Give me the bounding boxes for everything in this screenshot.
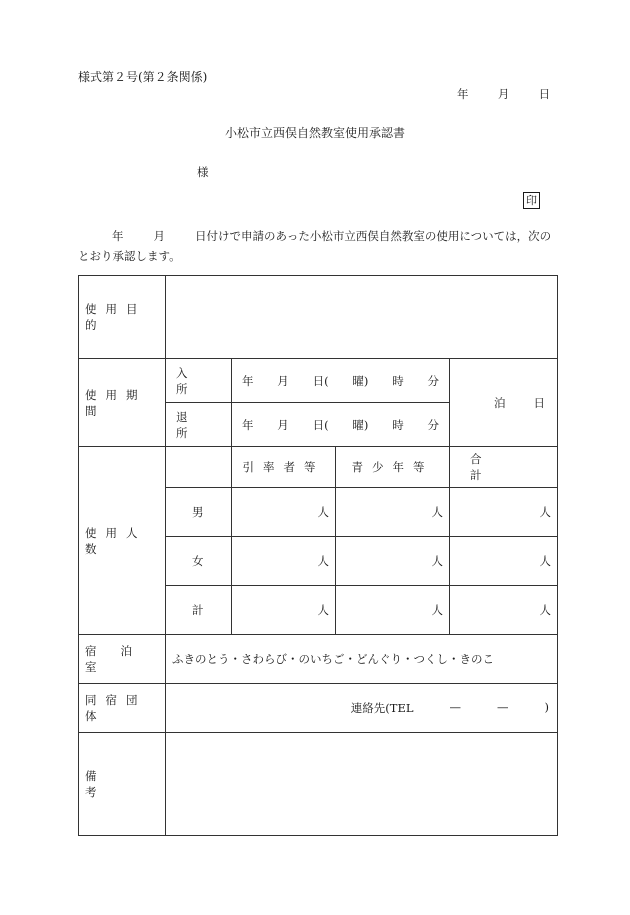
total-total[interactable]: 人 xyxy=(450,586,558,635)
col-youth: 青少年等 xyxy=(336,447,450,488)
form-code: 様式第２号(第２条関係) xyxy=(78,70,208,84)
purpose-field[interactable] xyxy=(166,276,558,359)
period-row-entry xyxy=(79,359,558,403)
row-label-female: 女 xyxy=(166,537,232,586)
date-year: 年 xyxy=(457,87,469,101)
entry-datetime[interactable]: 年 月 日( 曜) 時 分 xyxy=(232,359,450,403)
room-label: 宿泊室 xyxy=(79,635,166,684)
exit-datetime[interactable]: 年 月 日( 曜) 時 分 xyxy=(232,403,450,447)
issue-date xyxy=(457,86,550,102)
male-leaders[interactable]: 人 xyxy=(232,488,336,537)
col-leaders: 引率者等 xyxy=(232,447,336,488)
remarks-row xyxy=(79,733,558,836)
stay-duration[interactable] xyxy=(450,359,558,447)
contact-close: ) xyxy=(544,700,549,714)
count-header-row xyxy=(79,447,558,488)
female-youth[interactable]: 人 xyxy=(336,537,450,586)
group-label: 同宿団体 xyxy=(79,684,166,733)
col-total: 合計 xyxy=(450,447,558,488)
contact-sep-2: — xyxy=(497,700,509,714)
female-leaders[interactable]: 人 xyxy=(232,537,336,586)
nights-unit: 泊 xyxy=(494,395,506,410)
date-day: 日 xyxy=(538,87,551,101)
room-options[interactable]: ふきのとう・さわらび・のいちご・どんぐり・つくし・きのこ xyxy=(166,635,558,684)
contact-sep-1: — xyxy=(449,700,461,714)
total-youth[interactable]: 人 xyxy=(336,586,450,635)
exit-label: 退所 xyxy=(166,403,232,447)
remarks-label: 備考 xyxy=(79,733,166,836)
approval-statement xyxy=(78,226,558,266)
body-month: 月 xyxy=(153,229,165,243)
male-youth[interactable]: 人 xyxy=(336,488,450,537)
addressee-suffix: 様 xyxy=(197,165,209,179)
usage-table xyxy=(78,275,558,836)
row-label-total: 計 xyxy=(166,586,232,635)
period-label: 使用期間 xyxy=(79,359,166,447)
group-contact[interactable] xyxy=(166,684,558,733)
body-year: 年 xyxy=(112,229,124,243)
body-text: 日付けで申請のあった小松市立西俣自然教室の使用については，次のとおり承認します。 xyxy=(78,229,552,263)
remarks-field[interactable] xyxy=(166,733,558,836)
count-header-blank xyxy=(166,447,232,488)
date-month: 月 xyxy=(497,87,510,101)
row-label-male: 男 xyxy=(166,488,232,537)
female-total[interactable]: 人 xyxy=(450,537,558,586)
group-row xyxy=(79,684,558,733)
document-title: 小松市立西俣自然教室使用承認書 xyxy=(224,126,405,140)
days-unit: 日 xyxy=(533,395,545,410)
count-label: 使用人数 xyxy=(79,447,166,635)
purpose-row xyxy=(79,276,558,359)
purpose-label: 使用目的 xyxy=(79,276,166,359)
male-total[interactable]: 人 xyxy=(450,488,558,537)
entry-label: 入所 xyxy=(166,359,232,403)
total-leaders[interactable]: 人 xyxy=(232,586,336,635)
room-row xyxy=(79,635,558,684)
seal-mark: 印 xyxy=(523,192,540,209)
contact-prefix: 連絡先(TEL xyxy=(350,701,414,715)
